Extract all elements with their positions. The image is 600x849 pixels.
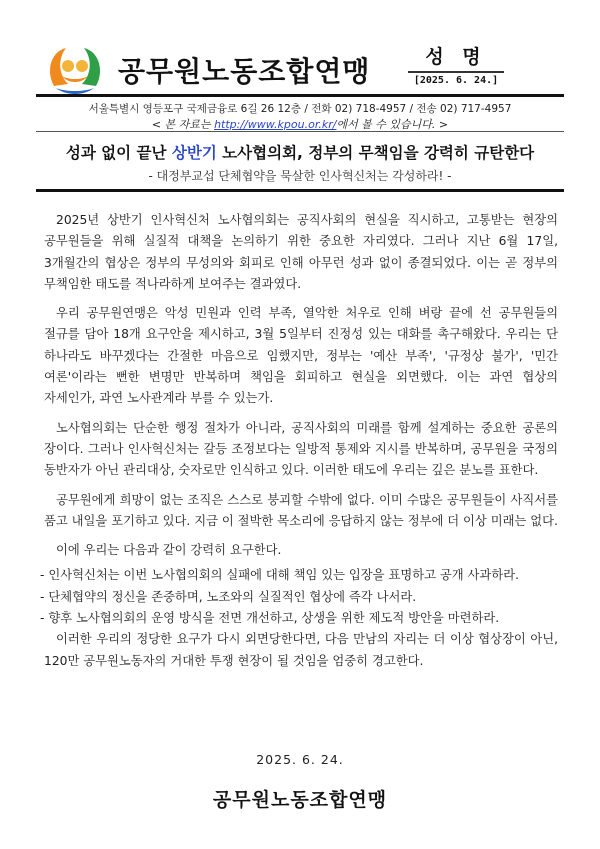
statement-date: [2025. 6. 24.] [408, 71, 504, 86]
reference-line [36, 116, 564, 132]
footer-org-name: 공무원노동조합연맹 [212, 789, 388, 811]
website-link[interactable]: http://www.kpou.or.kr/ [214, 118, 337, 131]
closing-paragraph: 이러한 우리의 정당한 요구가 다시 외면당한다면, 다음 만남의 자리는 더 이상 협상장이 아닌, 120만 공무원노동자의 거대한 투쟁 현장이 될 것임을 엄중히 경고한다. [44, 632, 558, 668]
demand-item: - 단체협약의 정신을 존중하며, 노조와의 실질적인 협상에 즉각 나서라. [40, 589, 417, 604]
paragraph: 공무원에게 희망이 없는 조직은 스스로 붕괴할 수밖에 없다. 이미 수많은 공무원들이 사직서를 품고 내일을 포기하고 있다. 지금 이 절박한 목소리에 응답하지 않는 정부에 더 이상 미래는 없다. [44, 492, 558, 528]
headline-part2: 노사협의회, 정부의 무책임을 강력히 규탄한다 [216, 144, 535, 162]
statement-label: 성 명 [425, 46, 487, 68]
demand-list [40, 565, 558, 629]
demand-item: - 향후 노사협의회의 운영 방식을 전면 개선하고, 상생을 위한 제도적 방안을 마련하라. [40, 611, 500, 626]
subheadline: - 대정부교섭 단체협약을 묵살한 인사혁신처는 각성하라! - [148, 169, 452, 183]
headline-part1: 성과 없이 끝난 [65, 144, 172, 162]
union-logo [44, 42, 106, 94]
reference-prefix: < 본 자료는 [151, 118, 215, 131]
statement-body [40, 210, 558, 680]
paragraph: 우리 공무원연맹은 악성 민원과 인력 부족, 열악한 처우로 인해 벼랑 끝에 선 공무원들의 절규를 담아 18개 요구안을 제시하고, 3월 5일부터 진정성 있는 대화를 촉구해왔다. 우리는 단 하나라도 바꾸겠다는 간절한 마음으로 임했지만, 정부는 '예산 부족', '규정상 불가', '민간 여론'이라는 뻔한 변명만 반복하며 책임을 회피하고 현실을 외면했다. 이는 과연 협상의 자세인가, 과연 노사관계라 부를 수 있는가. [44, 306, 558, 406]
title-divider [36, 189, 564, 192]
headline-highlight: 상반기 [171, 144, 217, 162]
demand-item: - 인사혁신처는 이번 노사협의회의 실패에 대해 책임 있는 입장을 표명하고 공개 사과하라. [40, 568, 519, 583]
paragraph: 2025년 상반기 인사혁신처 노사협의회는 공직사회의 현실을 직시하고, 고통받는 현장의 공무원들을 위해 실질적 대책을 논의하기 위한 중요한 자리였다. 그러나 지난 6월 17일, 3개월간의 협상은 정부의 무성의와 회피로 인해 아무런 성과 없이 종결되었다. 이는 곧 정부의 무책임한 태도를 적나라하게 보여주는 결과였다. [44, 213, 558, 291]
org-title: 공무원노동조합연맹 [118, 55, 371, 88]
statement-box [408, 42, 504, 86]
reference-suffix: 에서 볼 수 있습니다. > [336, 118, 449, 131]
address-line: 서울특별시 영등포구 국제금융로 6길 26 12층 / 전화 02) 718-4957 / 전송 02) 717-4957 [88, 103, 512, 115]
footer-date: 2025. 6. 24. [256, 752, 344, 767]
paragraph: 노사협의회는 단순한 행정 절차가 아니라, 공직사회의 미래를 함께 설계하는 중요한 공론의 장이다. 그러나 인사혁신처는 갈등 조정보다는 일방적 통제와 지시를 반복하며, 공무원을 국정의 동반자가 아닌 관리대상, 숫자로만 인식하고 있다. 이러한 태도에 우리는 깊은 분노를 표한다. [44, 420, 558, 478]
header-divider [36, 94, 564, 97]
headline [36, 141, 564, 163]
contact-divider [36, 131, 564, 132]
demand-intro: 이에 우리는 다음과 같이 강력히 요구한다. [56, 543, 282, 558]
